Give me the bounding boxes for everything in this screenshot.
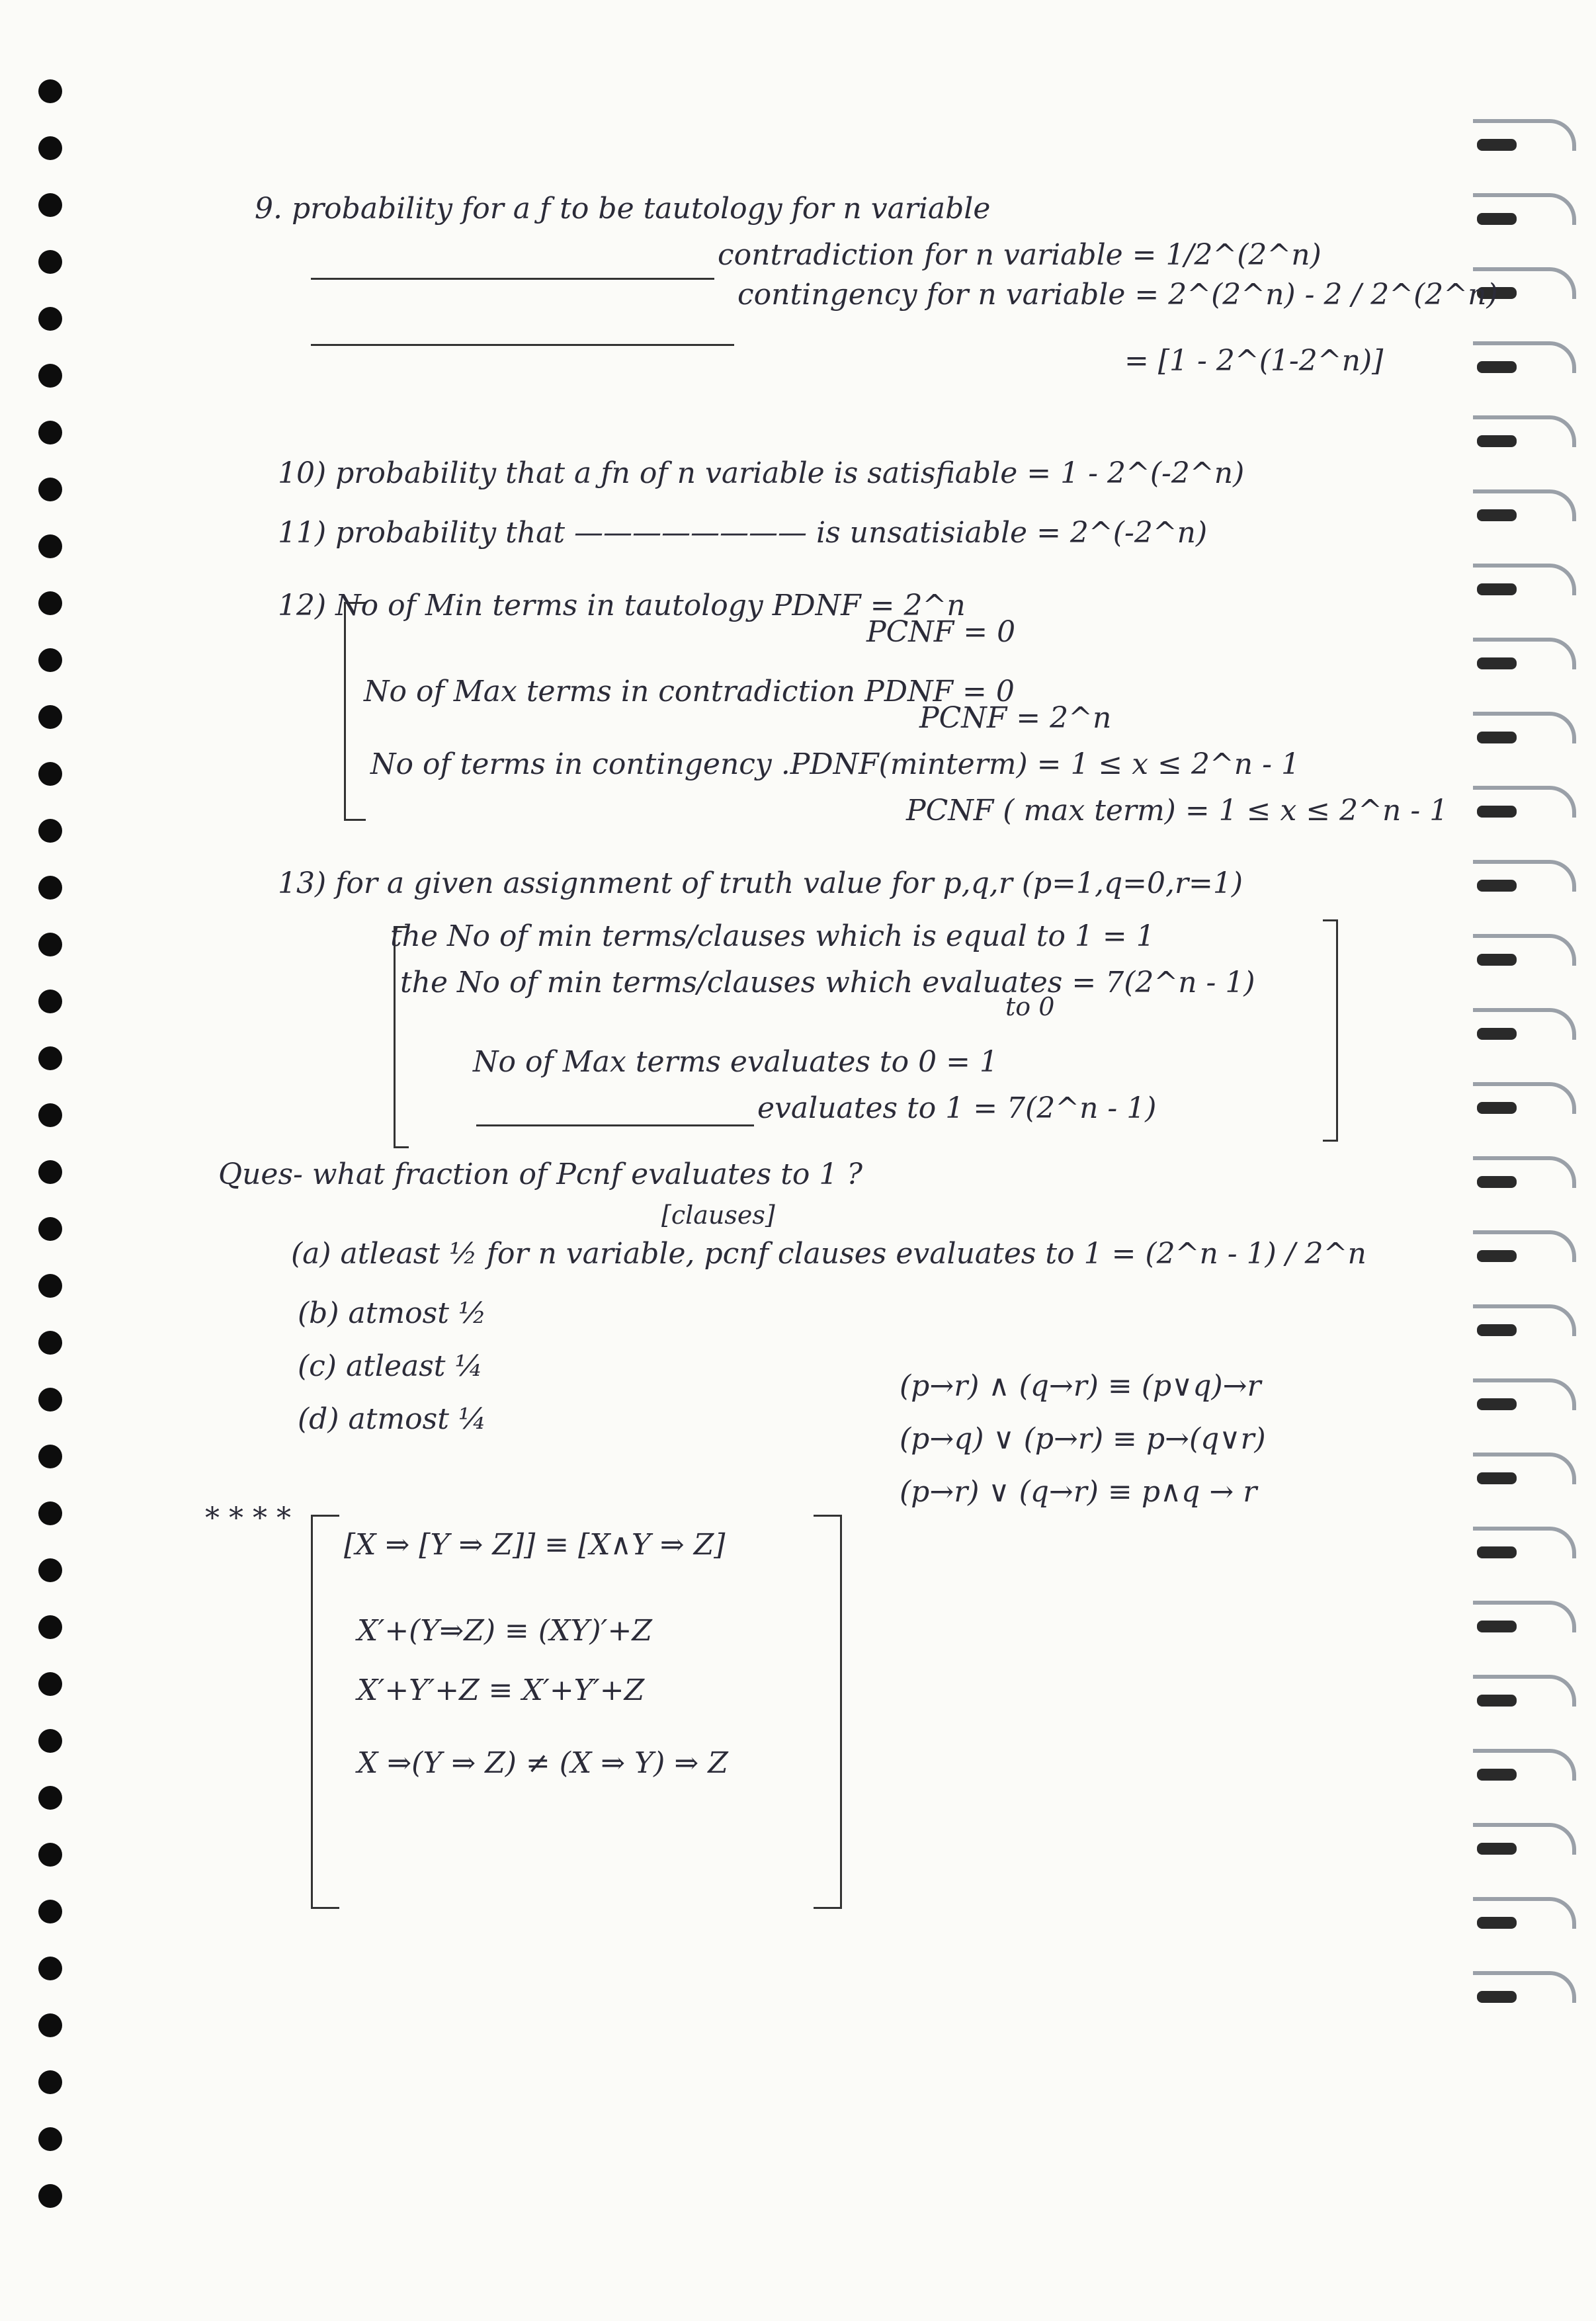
item-9-contingency: contingency for n variable = 2^(2^n) - 2 / 2^(2^n) <box>737 278 1498 312</box>
binder-hole <box>38 1957 62 1980</box>
binder-hole <box>38 1160 62 1184</box>
binder-hole <box>38 705 62 729</box>
spiral-coil-shadow <box>1477 1991 1517 2003</box>
item-12-contingency-pcnf: PCNF ( max term) = 1 ≤ x ≤ 2^n - 1 <box>906 794 1449 827</box>
binder-hole <box>38 1046 62 1070</box>
binder-hole <box>38 364 62 388</box>
spiral-coil-shadow <box>1477 732 1517 743</box>
derivation-line-3: X′+Y′+Z ≡ X′+Y′+Z <box>357 1673 645 1707</box>
formula-1: (p→r) ∧ (q→r) ≡ (p∨q)→r <box>900 1369 1261 1403</box>
binder-hole <box>38 2127 62 2151</box>
binder-hole <box>38 591 62 615</box>
spiral-coil-shadow <box>1477 1695 1517 1707</box>
binder-hole <box>38 307 62 331</box>
spiral-coil-shadow <box>1477 1102 1517 1114</box>
spiral-binding <box>1424 119 1596 2070</box>
item-10: 10) probability that a ƒn of n variable is satisfiable = 1 - 2^(-2^n) <box>278 456 1245 490</box>
binder-hole <box>38 2184 62 2208</box>
spiral-coil-shadow <box>1477 583 1517 595</box>
spiral-coil-shadow <box>1477 361 1517 373</box>
blank-rule <box>311 278 714 280</box>
spiral-coil-shadow <box>1477 1176 1517 1188</box>
binder-hole <box>38 1900 62 1923</box>
item-9-tautology: 9. probability for a ƒ to be tautology for n variable <box>255 192 991 226</box>
question-sub: [clauses] <box>661 1201 775 1230</box>
item-11: 11) probability that ———————— is unsatisiable = 2^(-2^n) <box>278 516 1208 550</box>
binder-hole <box>38 1331 62 1355</box>
binder-hole <box>38 1445 62 1468</box>
binder-hole <box>38 990 62 1013</box>
binder-hole <box>38 1558 62 1582</box>
spiral-coil-shadow <box>1477 880 1517 892</box>
item-12-bracket <box>344 602 366 821</box>
binder-hole <box>38 193 62 217</box>
item-13-minterms-0b: to 0 <box>1005 992 1055 1021</box>
option-d: (d) atmost ¼ <box>298 1402 487 1436</box>
item-9-contradiction: contradiction for n variable = 1/2^(2^n) <box>718 238 1322 272</box>
binder-hole <box>38 250 62 274</box>
item-13-minterms-0: the No of min terms/clauses which evaluates = 7(2^n - 1) <box>400 966 1255 999</box>
binder-hole <box>38 2070 62 2094</box>
binder-hole <box>38 876 62 900</box>
derivation-bracket-left <box>311 1515 339 1909</box>
binder-hole <box>38 1672 62 1696</box>
spiral-coil-shadow <box>1477 1546 1517 1558</box>
binder-hole <box>38 1274 62 1298</box>
formula-2: (p→q) ∨ (p→r) ≡ p→(q∨r) <box>900 1422 1266 1456</box>
item-12-contingency: No of terms in contingency .PDNF(minterm) = 1 ≤ x ≤ 2^n - 1 <box>370 747 1300 781</box>
binder-hole <box>38 1843 62 1867</box>
formula-3: (p→r) ∨ (q→r) ≡ p∧q → r <box>900 1475 1257 1509</box>
spiral-coil-shadow <box>1477 509 1517 521</box>
binder-hole <box>38 136 62 160</box>
spiral-coil-shadow <box>1477 1398 1517 1410</box>
spiral-coil-shadow <box>1477 1324 1517 1336</box>
item-13-minterms-1: the No of min terms/clauses which is equal to 1 = 1 <box>390 919 1155 953</box>
item-13-bracket-right <box>1323 919 1338 1142</box>
item-12-tautology: 12) No of Min terms in tautology PDNF = 2^n <box>278 589 966 622</box>
binder-hole <box>38 933 62 956</box>
item-12-contradiction: No of Max terms in contradiction PDNF = 0 <box>364 675 1015 708</box>
spiral-coil-shadow <box>1477 657 1517 669</box>
stars-mark: * * * * <box>205 1501 291 1535</box>
spiral-coil-shadow <box>1477 435 1517 447</box>
spiral-coil-shadow <box>1477 1028 1517 1040</box>
derivation-line-4: X ⇒(Y ⇒ Z) ≠ (X ⇒ Y) ⇒ Z <box>357 1746 728 1780</box>
blank-rule <box>311 344 734 346</box>
binder-hole <box>38 534 62 558</box>
binder-hole <box>38 1217 62 1241</box>
binder-hole <box>38 762 62 786</box>
binder-hole <box>38 421 62 444</box>
spiral-coil-shadow <box>1477 1472 1517 1484</box>
binder-hole <box>38 1388 62 1412</box>
binder-hole <box>38 2013 62 2037</box>
binder-hole <box>38 819 62 843</box>
spiral-coil-shadow <box>1477 806 1517 818</box>
binder-hole <box>38 478 62 501</box>
binder-hole <box>38 1729 62 1753</box>
spiral-coil-shadow <box>1477 1250 1517 1262</box>
option-c: (c) atleast ¼ <box>298 1349 483 1383</box>
spiral-coil-shadow <box>1477 954 1517 966</box>
option-a: (a) atleast ½ for n variable, pcnf clauses evaluates to 1 = (2^n - 1) / 2^n <box>291 1237 1366 1271</box>
binder-hole <box>38 1103 62 1127</box>
item-9-result: = [1 - 2^(1-2^n)] <box>1124 344 1384 378</box>
item-13: 13) for a given assignment of truth value for p,q,r (p=1,q=0,r=1) <box>278 866 1243 900</box>
spiral-coil-shadow <box>1477 1621 1517 1632</box>
binder-hole <box>38 1615 62 1639</box>
spiral-coil-shadow <box>1477 213 1517 225</box>
item-13-maxterms-1: evaluates to 1 = 7(2^n - 1) <box>757 1091 1157 1125</box>
derivation-bracket-right <box>814 1515 842 1909</box>
item-13-bracket-left <box>394 926 409 1148</box>
binder-holes <box>26 79 66 2262</box>
binder-hole <box>38 79 62 103</box>
derivation-line-1: [X ⇒ [Y ⇒ Z]] ≡ [X∧Y ⇒ Z] <box>344 1528 726 1562</box>
spiral-coil-shadow <box>1477 1843 1517 1855</box>
option-b: (b) atmost ½ <box>298 1296 487 1330</box>
spiral-coil-shadow <box>1477 1769 1517 1781</box>
spiral-coil-shadow <box>1477 1917 1517 1929</box>
binder-hole <box>38 648 62 672</box>
binder-hole <box>38 1786 62 1810</box>
question: Ques- what fraction of Pcnf evaluates to 1 ? <box>218 1158 862 1191</box>
item-13-maxterms-0: No of Max terms evaluates to 0 = 1 <box>473 1045 998 1079</box>
derivation-line-2: X′+(Y⇒Z) ≡ (XY)′+Z <box>357 1614 652 1648</box>
item-12-tautology-pcnf: PCNF = 0 <box>866 615 1016 649</box>
binder-hole <box>38 1501 62 1525</box>
spiral-coil-shadow <box>1477 139 1517 151</box>
blank-rule <box>476 1124 754 1126</box>
item-12-contradiction-pcnf: PCNF = 2^n <box>919 701 1112 735</box>
